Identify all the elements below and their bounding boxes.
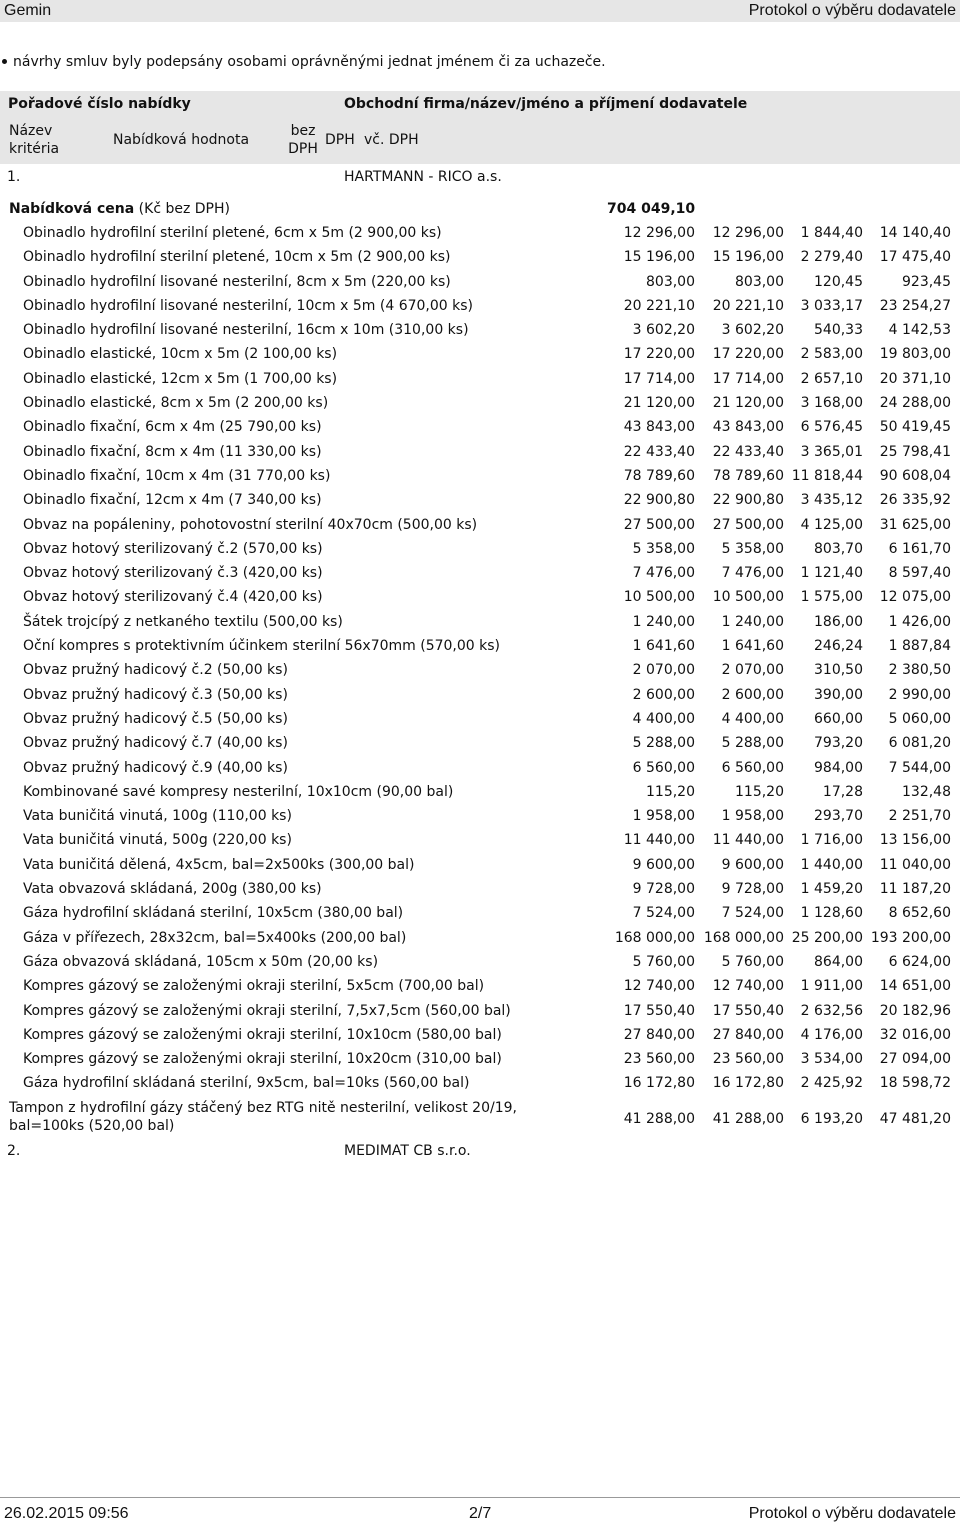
item-vat: 2 583,00: [800, 346, 863, 363]
item-name: Obinadlo fixační, 8cm x 4m (11 330,00 ks): [23, 443, 322, 460]
item-vat: 120,45: [814, 273, 863, 290]
table-row: [0, 489, 960, 513]
item-excl-vat: 12 296,00: [712, 225, 784, 241]
table-row: [0, 659, 960, 683]
table-row: [0, 295, 960, 319]
footer-title: Protokol o výběru dodavatele: [748, 1505, 956, 1522]
item-incl-vat: 5 060,00: [888, 710, 951, 727]
table-row: [0, 781, 960, 805]
item-price-excl-vat: 16 172,80: [623, 1075, 695, 1092]
item-incl-vat: 7 544,00: [888, 759, 951, 776]
item-name: Gáza hydrofilní skládaná sterilní, 10x5cm (380,00 bal): [23, 905, 404, 922]
item-excl-vat: 4 400,00: [721, 710, 784, 727]
item-incl-vat: 90 608,04: [879, 467, 951, 484]
item-vat: 1 121,40: [800, 565, 863, 582]
price-label: [9, 200, 230, 218]
item-incl-vat: 19 803,00: [879, 346, 951, 363]
item-vat: 390,00: [814, 686, 863, 703]
item-price-excl-vat: 27 840,00: [623, 1026, 695, 1043]
item-vat: 984,00: [814, 759, 863, 776]
note-text: návrhy smluv byly podepsány osobami oprávněnými jednat jménem či za uchazeče.: [13, 54, 606, 70]
item-name: Vata obvazová skládaná, 200g (380,00 ks): [23, 881, 322, 898]
item-price-excl-vat: 15 196,00: [623, 249, 695, 266]
item-vat: 6 193,20: [800, 1110, 863, 1127]
header-left: Gemin: [4, 2, 52, 19]
item-price-excl-vat: 78 789,60: [623, 467, 695, 484]
item-incl-vat: 6 161,70: [888, 540, 951, 557]
item-incl-vat: 132,48: [902, 783, 951, 800]
item-excl-vat: 17 220,00: [712, 346, 784, 363]
item-name: Obinadlo fixační, 10cm x 4m (31 770,00 ks): [23, 467, 331, 484]
item-excl-vat: 6 560,00: [721, 759, 784, 776]
excl-vat-label: bez DPH: [288, 123, 318, 157]
item-incl-vat: 14 140,40: [879, 225, 951, 241]
item-vat: 3 168,00: [800, 395, 863, 412]
item-excl-vat: 11 440,00: [712, 832, 784, 849]
item-incl-vat: 50 419,45: [879, 419, 951, 436]
item-vat: 2 632,56: [800, 1002, 863, 1019]
item-vat: 3 365,01: [800, 443, 863, 460]
item-excl-vat: 7 476,00: [721, 565, 784, 582]
item-name: Obinadlo elastické, 8cm x 5m (2 200,00 ks): [23, 395, 329, 412]
item-vat: 1 459,20: [800, 881, 863, 898]
table-row: [0, 514, 960, 538]
item-price-excl-vat: 10 500,00: [623, 589, 695, 606]
item-vat: 793,20: [814, 735, 863, 752]
table-row: [0, 465, 960, 489]
item-incl-vat: 1 426,00: [888, 613, 951, 630]
item-excl-vat: 168 000,00: [703, 929, 784, 946]
item-excl-vat: 22 900,80: [712, 492, 784, 509]
item-vat: 3 534,00: [800, 1051, 863, 1068]
table-row: [0, 222, 960, 246]
table-row: [0, 829, 960, 853]
table-row: [0, 732, 960, 756]
item-vat: 11 818,44: [791, 467, 863, 484]
item-vat: 803,70: [814, 540, 863, 557]
item-excl-vat: 1 958,00: [721, 808, 784, 825]
item-price-excl-vat: 21 120,00: [623, 395, 695, 412]
bid-order-2: 2.: [7, 1143, 21, 1159]
item-vat: 540,33: [814, 322, 863, 339]
item-excl-vat: 1 641,60: [721, 638, 784, 655]
item-price-excl-vat: 41 288,00: [623, 1110, 695, 1127]
table-row: [0, 246, 960, 270]
item-price-excl-vat: 1 958,00: [632, 808, 695, 825]
item-name: Vata buničitá vinutá, 500g (220,00 ks): [23, 832, 292, 849]
company-label: Obchodní firma/název/jméno a příjmení dodavatele: [344, 96, 748, 112]
item-excl-vat: 7 524,00: [721, 905, 784, 922]
item-price-excl-vat: 1 641,60: [632, 638, 695, 655]
table-row: [0, 343, 960, 367]
item-incl-vat: 11 040,00: [879, 856, 951, 873]
table-row: [0, 562, 960, 586]
bullet-icon: [2, 59, 7, 64]
footer-divider: [0, 1497, 960, 1498]
item-incl-vat: 24 288,00: [879, 395, 951, 412]
item-name: Kompres gázový se založenými okraji sterilní, 10x10cm (580,00 bal): [23, 1026, 502, 1043]
table-row: [0, 684, 960, 708]
item-name: Obinadlo fixační, 12cm x 4m (7 340,00 ks): [23, 492, 322, 509]
item-excl-vat: 115,20: [735, 783, 784, 800]
table-row: [0, 927, 960, 951]
item-excl-vat: 803,00: [735, 273, 784, 290]
item-incl-vat: 1 887,84: [888, 638, 951, 655]
item-vat: 3 033,17: [800, 297, 863, 314]
item-name: Obinadlo elastické, 10cm x 5m (2 100,00 ks): [23, 346, 338, 363]
item-name: Obinadlo hydrofilní lisované nesterilní, 16cm x 10m (310,00 ks): [23, 322, 469, 339]
item-price-excl-vat: 168 000,00: [614, 929, 695, 946]
item-excl-vat: 1 240,00: [721, 613, 784, 630]
item-name: Obinadlo hydrofilní lisované nesterilní, 10cm x 5m (4 670,00 ks): [23, 297, 473, 314]
item-vat: 2 425,92: [800, 1075, 863, 1092]
item-name: Kompres gázový se založenými okraji sterilní, 5x5cm (700,00 bal): [23, 978, 485, 995]
item-price-excl-vat: 1 240,00: [632, 613, 695, 630]
item-incl-vat: 193 200,00: [870, 929, 951, 946]
item-incl-vat: 25 798,41: [879, 443, 951, 460]
item-vat: 1 911,00: [800, 978, 863, 995]
vat-label: DPH: [325, 132, 355, 148]
item-incl-vat: 20 182,96: [879, 1002, 951, 1019]
item-excl-vat: 41 288,00: [712, 1110, 784, 1127]
item-incl-vat: 8 597,40: [888, 565, 951, 582]
table-row: [0, 392, 960, 416]
item-excl-vat: 20 221,10: [712, 297, 784, 314]
item-excl-vat: 27 500,00: [712, 516, 784, 533]
item-excl-vat: 5 760,00: [721, 953, 784, 970]
item-price-excl-vat: 22 433,40: [623, 443, 695, 460]
item-incl-vat: 26 335,92: [879, 492, 951, 509]
item-incl-vat: 2 990,00: [888, 686, 951, 703]
criteria-label: Název kritéria: [9, 123, 60, 157]
item-price-excl-vat: 5 358,00: [632, 540, 695, 557]
item-vat: 25 200,00: [791, 929, 863, 946]
table-row: [0, 441, 960, 465]
item-excl-vat: 12 740,00: [712, 978, 784, 995]
table-row: [0, 902, 960, 926]
bid-company-1: HARTMANN - RICO a.s.: [344, 169, 502, 185]
item-price-excl-vat: 5 760,00: [632, 953, 695, 970]
item-name: Vata buničitá vinutá, 100g (110,00 ks): [23, 808, 292, 825]
items-table: [0, 222, 960, 1145]
table-row: [0, 586, 960, 610]
item-price-excl-vat: 6 560,00: [632, 759, 695, 776]
table-row: [0, 975, 960, 999]
item-incl-vat: 8 652,60: [888, 905, 951, 922]
item-vat: 6 576,45: [800, 419, 863, 436]
item-excl-vat: 2 600,00: [721, 686, 784, 703]
item-vat: 1 844,40: [800, 225, 863, 241]
item-name: Obinadlo hydrofilní sterilní pletené, 10cm x 5m (2 900,00 ks): [23, 249, 451, 266]
item-name: Obvaz pružný hadicový č.9 (40,00 ks): [23, 759, 288, 776]
table-row: [0, 757, 960, 781]
item-price-excl-vat: 17 220,00: [623, 346, 695, 363]
item-name: Obinadlo elastické, 12cm x 5m (1 700,00 ks): [23, 370, 338, 387]
item-vat: 3 435,12: [800, 492, 863, 509]
item-name: Obinadlo fixační, 6cm x 4m (25 790,00 ks): [23, 419, 322, 436]
item-incl-vat: 17 475,40: [879, 249, 951, 266]
item-name: Obvaz pružný hadicový č.2 (50,00 ks): [23, 662, 288, 679]
item-price-excl-vat: 7 524,00: [632, 905, 695, 922]
item-excl-vat: 16 172,80: [712, 1075, 784, 1092]
item-name: Tampon z hydrofilní gázy stáčený bez RTG nitě nesterilní, velikost 20/19, bal=100ks (520,00 bal): [9, 1099, 517, 1134]
item-price-excl-vat: 3 602,20: [632, 322, 695, 339]
item-excl-vat: 17 714,00: [712, 370, 784, 387]
item-price-excl-vat: 20 221,10: [623, 297, 695, 314]
item-price-excl-vat: 9 728,00: [632, 881, 695, 898]
item-excl-vat: 3 602,20: [721, 322, 784, 339]
item-price-excl-vat: 5 288,00: [632, 735, 695, 752]
table-row: [0, 1048, 960, 1072]
item-excl-vat: 10 500,00: [712, 589, 784, 606]
table-row: [0, 878, 960, 902]
table-row: [0, 854, 960, 878]
table-row: [0, 271, 960, 295]
item-price-excl-vat: 4 400,00: [632, 710, 695, 727]
item-incl-vat: 6 624,00: [888, 953, 951, 970]
item-vat: 186,00: [814, 613, 863, 630]
item-incl-vat: 31 625,00: [879, 516, 951, 533]
item-name: Obvaz hotový sterilizovaný č.4 (420,00 ks): [23, 589, 323, 606]
item-incl-vat: 23 254,27: [879, 297, 951, 314]
item-name: Obinadlo hydrofilní lisované nesterilní, 8cm x 5m (220,00 ks): [23, 273, 451, 290]
item-excl-vat: 27 840,00: [712, 1026, 784, 1043]
item-name: Gáza obvazová skládaná, 105cm x 50m (20,00 ks): [23, 953, 379, 970]
item-price-excl-vat: 23 560,00: [623, 1051, 695, 1068]
item-excl-vat: 9 728,00: [721, 881, 784, 898]
item-incl-vat: 2 380,50: [888, 662, 951, 679]
item-name: Obvaz pružný hadicový č.7 (40,00 ks): [23, 735, 288, 752]
table-row: [0, 416, 960, 440]
item-vat: 864,00: [814, 953, 863, 970]
header-right: Protokol o výběru dodavatele: [748, 2, 956, 19]
item-vat: 2 279,40: [800, 249, 863, 266]
item-name: Obvaz hotový sterilizovaný č.3 (420,00 ks): [23, 565, 323, 582]
item-incl-vat: 27 094,00: [879, 1051, 951, 1068]
item-vat: 4 125,00: [800, 516, 863, 533]
table-row: [0, 1072, 960, 1096]
item-price-excl-vat: 22 900,80: [623, 492, 695, 509]
item-incl-vat: 18 598,72: [879, 1075, 951, 1092]
incl-vat-label: vč. DPH: [364, 132, 419, 148]
item-excl-vat: 2 070,00: [721, 662, 784, 679]
item-vat: 660,00: [814, 710, 863, 727]
item-vat: 310,50: [814, 662, 863, 679]
table-row: [0, 951, 960, 975]
item-name: Obvaz hotový sterilizovaný č.2 (570,00 ks): [23, 540, 323, 557]
item-incl-vat: 4 142,53: [888, 322, 951, 339]
table-row: [0, 1024, 960, 1048]
table-row: [0, 635, 960, 659]
item-excl-vat: 43 843,00: [712, 419, 784, 436]
table-row: [0, 1097, 960, 1145]
item-vat: 246,24: [814, 638, 863, 655]
order-label: Pořadové číslo nabídky: [8, 96, 191, 112]
note-bullet: [0, 52, 606, 72]
item-vat: 2 657,10: [800, 370, 863, 387]
item-name: Obvaz pružný hadicový č.3 (50,00 ks): [23, 686, 288, 703]
item-name: Obvaz pružný hadicový č.5 (50,00 ks): [23, 710, 288, 727]
item-excl-vat: 5 288,00: [721, 735, 784, 752]
item-price-excl-vat: 11 440,00: [623, 832, 695, 849]
item-vat: 293,70: [814, 808, 863, 825]
item-price-excl-vat: 9 600,00: [632, 856, 695, 873]
item-excl-vat: 23 560,00: [712, 1051, 784, 1068]
price-label-bold: Nabídková cena: [9, 201, 135, 217]
item-name: Kompres gázový se založenými okraji sterilní, 10x20cm (310,00 bal): [23, 1051, 502, 1068]
table-row: [0, 1000, 960, 1024]
item-price-excl-vat: 17 550,40: [623, 1002, 695, 1019]
item-vat: 17,28: [822, 783, 863, 800]
item-incl-vat: 32 016,00: [879, 1026, 951, 1043]
item-name: Gáza v přířezech, 28x32cm, bal=5x400ks (200,00 bal): [23, 929, 407, 946]
item-name: Obinadlo hydrofilní sterilní pletené, 6cm x 5m (2 900,00 ks): [23, 225, 442, 241]
item-incl-vat: 923,45: [902, 273, 951, 290]
item-incl-vat: 6 081,20: [888, 735, 951, 752]
item-price-excl-vat: 17 714,00: [623, 370, 695, 387]
footer-page: 2/7: [469, 1505, 492, 1522]
item-price-excl-vat: 803,00: [646, 273, 695, 290]
item-name: Gáza hydrofilní skládaná sterilní, 9x5cm, bal=10ks (560,00 bal): [23, 1075, 470, 1092]
item-price-excl-vat: 12 740,00: [623, 978, 695, 995]
item-vat: 4 176,00: [800, 1026, 863, 1043]
item-incl-vat: 20 371,10: [879, 370, 951, 387]
bid-order-1: 1.: [7, 169, 21, 185]
item-incl-vat: 2 251,70: [888, 808, 951, 825]
item-name: Kombinované savé kompresy nesterilní, 10x10cm (90,00 bal): [23, 783, 454, 800]
item-excl-vat: 5 358,00: [721, 540, 784, 557]
item-name: Oční kompres s protektivním účinkem sterilní 56x70mm (570,00 ks): [23, 638, 500, 655]
item-name: Vata buničitá dělená, 4x5cm, bal=2x500ks (300,00 bal): [23, 856, 415, 873]
table-row: [0, 805, 960, 829]
item-vat: 1 575,00: [800, 589, 863, 606]
price-value: 704 049,10: [607, 201, 696, 217]
item-incl-vat: 11 187,20: [879, 881, 951, 898]
item-price-excl-vat: 7 476,00: [632, 565, 695, 582]
table-row: [0, 708, 960, 732]
item-vat: 1 128,60: [800, 905, 863, 922]
item-incl-vat: 12 075,00: [879, 589, 951, 606]
item-excl-vat: 15 196,00: [712, 249, 784, 266]
item-price-excl-vat: 2 070,00: [632, 662, 695, 679]
page-header: [0, 0, 960, 22]
item-name: Šátek trojcípý z netkaného textilu (500,00 ks): [23, 613, 343, 630]
item-name: Kompres gázový se založenými okraji sterilní, 7,5x7,5cm (560,00 bal): [23, 1002, 511, 1019]
table-row: [0, 611, 960, 635]
item-price-excl-vat: 27 500,00: [623, 516, 695, 533]
price-label-rest: (Kč bez DPH): [138, 201, 230, 217]
table-row: [0, 319, 960, 343]
item-excl-vat: 17 550,40: [712, 1002, 784, 1019]
item-vat: 1 440,00: [800, 856, 863, 873]
item-price-excl-vat: 115,20: [646, 783, 695, 800]
item-incl-vat: 14 651,00: [879, 978, 951, 995]
item-price-excl-vat: 12 296,00: [623, 225, 695, 241]
item-excl-vat: 21 120,00: [712, 395, 784, 412]
item-vat: 1 716,00: [800, 832, 863, 849]
item-incl-vat: 13 156,00: [879, 832, 951, 849]
table-row: [0, 368, 960, 392]
offer-value-label: Nabídková hodnota: [113, 132, 250, 148]
item-excl-vat: 22 433,40: [712, 443, 784, 460]
bid-company-2: MEDIMAT CB s.r.o.: [344, 1143, 471, 1159]
item-excl-vat: 9 600,00: [721, 856, 784, 873]
footer-date: 26.02.2015 09:56: [4, 1505, 129, 1522]
table-row: [0, 538, 960, 562]
item-incl-vat: 47 481,20: [879, 1110, 951, 1127]
item-price-excl-vat: 2 600,00: [632, 686, 695, 703]
item-excl-vat: 78 789,60: [712, 467, 784, 484]
item-name: Obvaz na popáleniny, pohotovostní sterilní 40x70cm (500,00 ks): [23, 516, 478, 533]
item-price-excl-vat: 43 843,00: [623, 419, 695, 436]
